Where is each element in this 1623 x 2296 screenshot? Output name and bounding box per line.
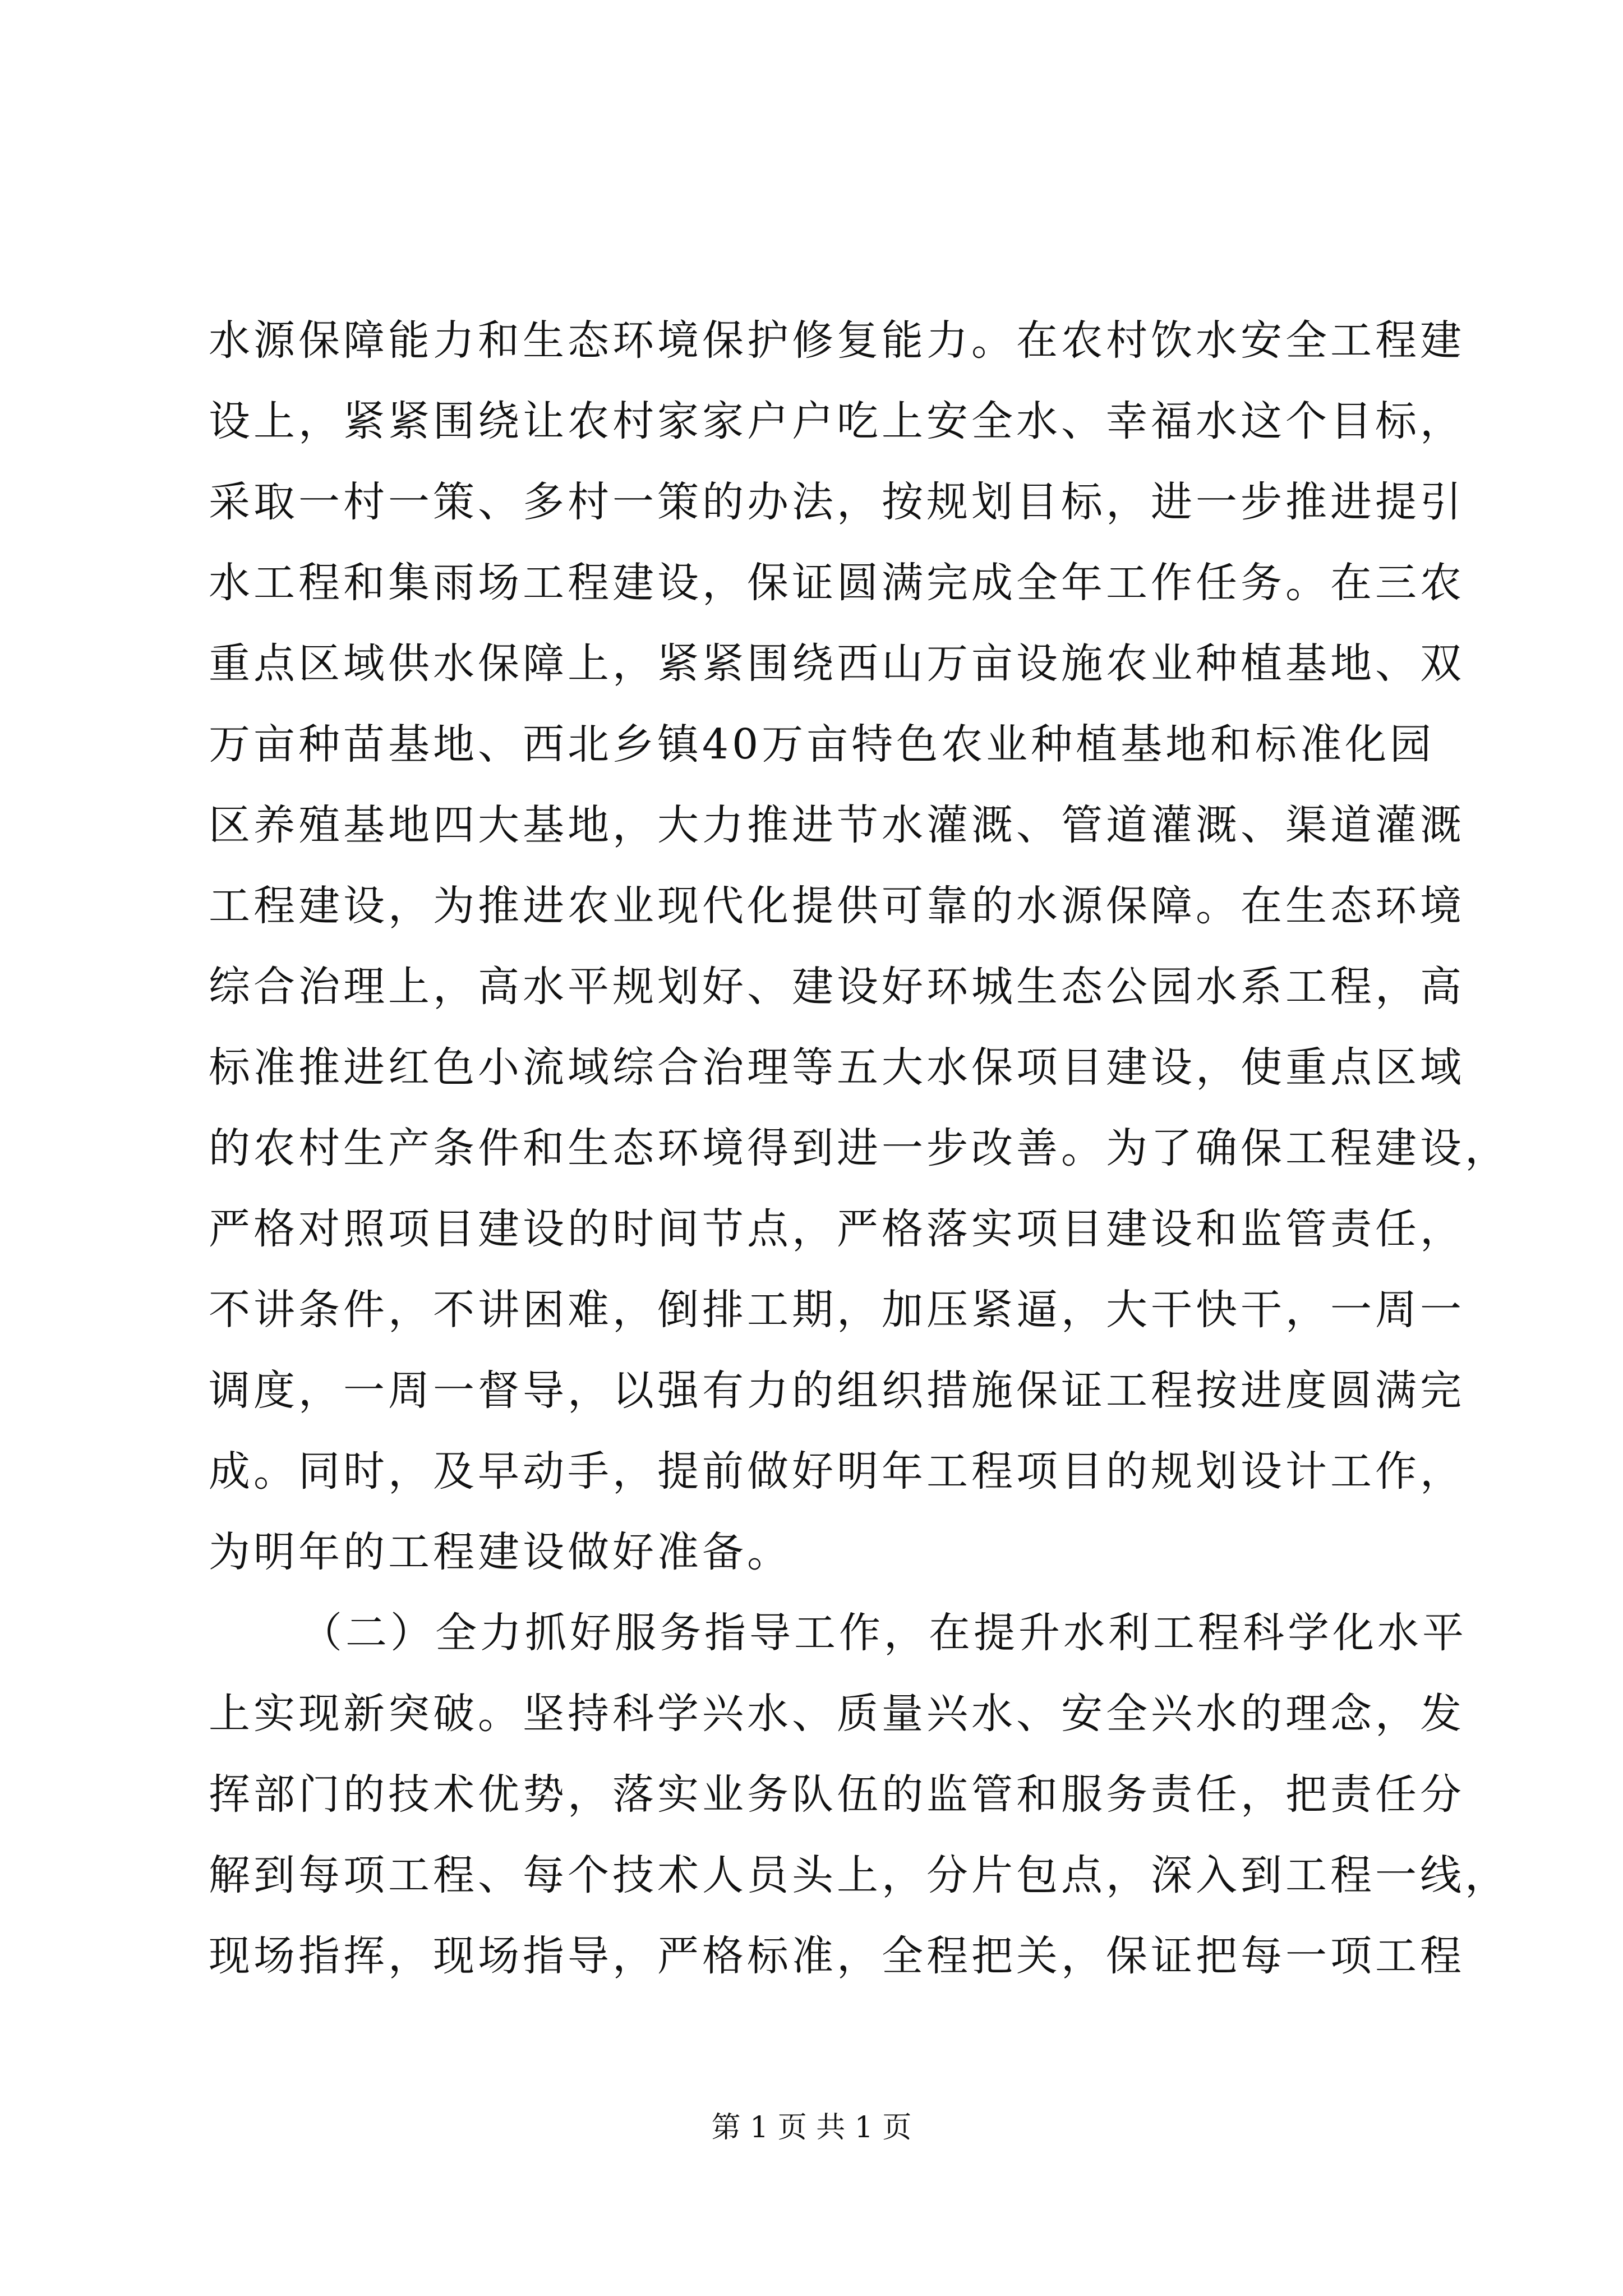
body-line: 区养殖基地四大基地，大力推进节水灌溉、管道灌溉、渠道灌溉 (209, 801, 1465, 849)
body-line: 上实现新突破。坚持科学兴水、质量兴水、安全兴水的理念，发 (209, 1690, 1465, 1738)
document-body (209, 300, 1510, 1996)
body-line: （二）全力抓好服务指导工作，在提升水利工程科学化水平 (301, 1609, 1467, 1657)
body-line: 挥部门的技术优势，落实业务队伍的监管和服务责任，把责任分 (209, 1770, 1465, 1819)
body-line: 不讲条件，不讲困难，倒排工期，加压紧逼，大干快干，一周一 (209, 1286, 1465, 1334)
body-line: 万亩种苗基地、西北乡镇40万亩特色农业种植基地和标准化园 (209, 720, 1435, 769)
body-line: 标准推进红色小流域综合治理等五大水保项目建设，使重点区域 (209, 1043, 1465, 1092)
body-line: 成。同时，及早动手，提前做好明年工程项目的规划设计工作， (209, 1447, 1465, 1496)
body-line: 为明年的工程建设做好准备。 (209, 1528, 792, 1576)
body-line: 调度，一周一督导，以强有力的组织措施保证工程按进度圆满完 (209, 1366, 1465, 1415)
body-line: 设上，紧紧围绕让农村家家户户吃上安全水、幸福水这个目标， (209, 397, 1465, 445)
body-line: 综合治理上，高水平规划好、建设好环城生态公园水系工程，高 (209, 963, 1465, 1011)
page-footer (0, 2108, 1623, 2147)
body-line: 工程建设，为推进农业现代化提供可靠的水源保障。在生态环境 (209, 882, 1465, 930)
body-line: 重点区域供水保障上，紧紧围绕西山万亩设施农业种植基地、双 (209, 639, 1465, 688)
body-line: 水源保障能力和生态环境保护修复能力。在农村饮水安全工程建 (209, 316, 1465, 365)
body-line: 采取一村一策、多村一策的办法，按规划目标，进一步推进提引 (209, 478, 1465, 526)
body-line: 水工程和集雨场工程建设，保证圆满完成全年工作任务。在三农 (209, 559, 1465, 607)
body-line: 的农村生产条件和生态环境得到进一步改善。为了确保工程建设， (209, 1124, 1510, 1172)
page-number: 第 1 页 共 1 页 (711, 2111, 912, 2145)
body-line: 解到每项工程、每个技术人员头上，分片包点，深入到工程一线， (209, 1851, 1510, 1899)
body-line: 严格对照项目建设的时间节点，严格落实项目建设和监管责任， (209, 1205, 1465, 1253)
body-line: 现场指挥，现场指导，严格标准，全程把关，保证把每一项工程 (209, 1932, 1465, 1980)
